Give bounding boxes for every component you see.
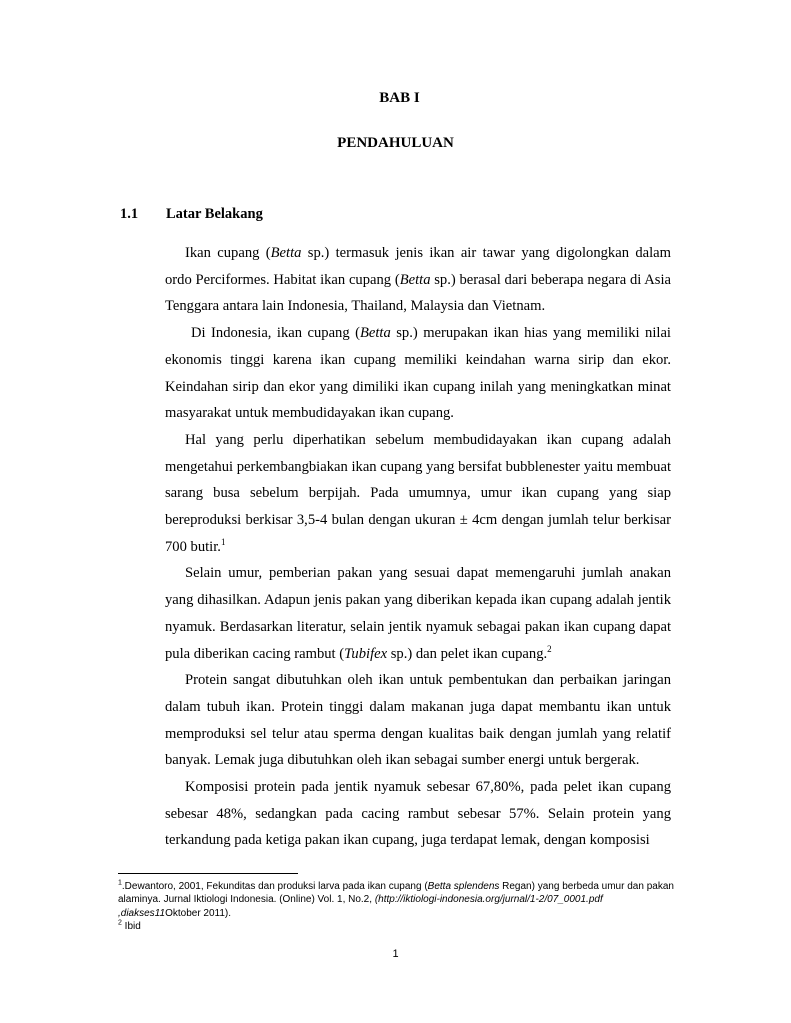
footnote-divider bbox=[118, 873, 298, 874]
footnote-1 bbox=[118, 880, 678, 920]
paragraph-text: Komposisi protein pada jentik nyamuk sebesar 67,80%, pada pelet ikan cupang sebesar 48%, sedangkan pada cacing rambut sebesar 57%. Selain protein yang terkandung pada ketiga pakan ikan cupang, juga terdapat lemak, dengan komposisi bbox=[165, 779, 671, 849]
page-number: 1 bbox=[392, 948, 399, 960]
footnote-ref[interactable]: 1 bbox=[220, 536, 226, 547]
paragraph-text: Ikan cupang ( bbox=[185, 245, 271, 261]
section-title: Latar Belakang bbox=[166, 206, 263, 222]
scientific-name: Betta splendens bbox=[427, 881, 500, 892]
footnote-text: .Dewantoro, 2001, Fekunditas dan produksi larva pada ikan cupang ( bbox=[121, 881, 428, 892]
paragraph-text: sp.) berasal dari beberapa negara di Asia Tenggara antara lain Indonesia, Thailand, Malaysia dan Vietnam. bbox=[165, 271, 671, 315]
scientific-name: Betta bbox=[270, 245, 302, 261]
scientific-name: Betta bbox=[359, 325, 391, 342]
chapter-title: PENDAHULUAN bbox=[337, 135, 454, 151]
paragraph-text: Protein sangat dibutuhkan oleh ikan untuk pembentukan dan perbaikan jaringan dalam tubuh ikan. Protein tinggi dalam makanan juga dapat membantu ikan untuk memproduksi sel telur atau sperma dengan kualitas baik dengan jumlah yang relatif banyak. Lemak juga dibutuhkan oleh ikan sebagai sumber energi untuk bergerak. bbox=[165, 672, 671, 769]
paragraph-text: sp.) dan pelet ikan cupang. bbox=[387, 645, 548, 662]
paragraph-4 bbox=[165, 560, 671, 667]
footnote-2 bbox=[118, 920, 678, 933]
paragraph-text: sp.) merupakan ikan hias yang memiliki nilai ekonomis tinggi karena ikan cupang memiliki keindahan warna sirip dan ekor. Keindahan sirip dan ekor yang dimiliki ikan cupang inilah yang meningkatkan minat masyarakat untuk membudidayakan ikan cupang. bbox=[165, 325, 671, 422]
paragraph-text: Hal yang perlu diperhatikan sebelum membudidayakan ikan cupang adalah mengetahui perkembangbiakan ikan cupang yang bersifat bubblenester yaitu membuat sarang busa sebelum berpijah. Pada umumnya, umur ikan cupang yang siap bereproduksi berkisar 3,5-4 bulan dengan ukuran ± 4cm dengan jumlah telur berkisar 700 butir. bbox=[165, 431, 671, 555]
footnote-mark: 1 bbox=[118, 879, 122, 887]
footnote-mark: 2 bbox=[118, 919, 122, 927]
paragraph-1 bbox=[165, 240, 671, 320]
scientific-name: Betta bbox=[399, 271, 431, 288]
paragraph-text: sp.) termasuk jenis ikan air tawar yang digolongkan dalam ordo Perciformes. Habitat ikan cupang ( bbox=[165, 245, 671, 288]
paragraph-3 bbox=[165, 427, 671, 561]
footnote-text: Ibid bbox=[121, 921, 141, 933]
paragraph-5 bbox=[165, 667, 671, 774]
footnote-ref[interactable]: 2 bbox=[547, 643, 552, 654]
footnotes bbox=[118, 880, 678, 934]
body-text bbox=[165, 240, 671, 854]
footnote-text: Regan) yang berbeda umur dan pakan alaminya. Jurnal Iktiologi Indonesia. (Online) Vol. 1, No.2, bbox=[118, 881, 674, 906]
footnote-text: Oktober 2011). bbox=[165, 907, 232, 919]
chapter-number: BAB I bbox=[379, 90, 420, 106]
paragraph-text: Selain umur, pemberian pakan yang sesuai dapat memengaruhi jumlah anakan yang dihasilkan. Adapun jenis pakan yang diberikan kepada ikan cupang adalah jentik nyamuk. Berdasarkan literatur, selain jentik nyamuk sebagai pakan ikan cupang dapat pula diberikan cacing rambut ( bbox=[165, 565, 671, 662]
section-number: 1.1 bbox=[120, 206, 139, 222]
paragraph-text: Di Indonesia, ikan cupang ( bbox=[191, 325, 360, 342]
scientific-name: Tubifex bbox=[344, 645, 388, 662]
paragraph-6 bbox=[165, 774, 671, 854]
paragraph-2 bbox=[165, 320, 671, 427]
footnote-link[interactable]: (http://iktiologi-indonesia.org/jurnal/1-2/07_0001.pdf ,diakses11 bbox=[118, 894, 603, 919]
